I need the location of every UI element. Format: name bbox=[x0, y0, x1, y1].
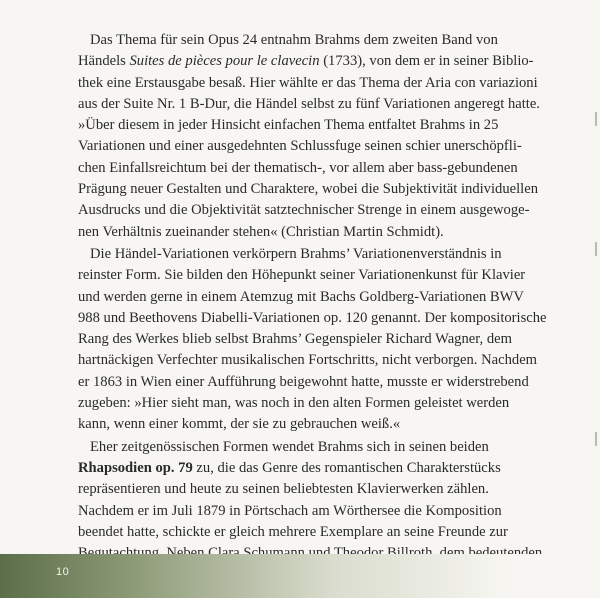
text-line bbox=[78, 287, 586, 308]
text-run: chen Einfallsreichtum bei der thematisch-, vor allem aber bass-gebundenen bbox=[78, 159, 518, 176]
text-run: zu, die das Genre des romantischen Charakterstücks bbox=[192, 459, 501, 476]
text-line bbox=[78, 265, 586, 286]
text-run: (1733), von dem er in seiner Biblio- bbox=[319, 53, 534, 70]
text-run: Händels bbox=[78, 53, 130, 70]
text-run: »Über diesem in jeder Hinsicht einfachen Thema entfaltet Brahms in 25 bbox=[78, 117, 499, 134]
text-line bbox=[78, 522, 586, 543]
text-run: repräsentieren und heute zu seinen beliebtesten Klavierwerken zählen. bbox=[78, 481, 489, 498]
text-run: er 1863 in Wien einer Aufführung beigewohnt hatte, musste er widerstrebend bbox=[78, 373, 529, 390]
text-line bbox=[78, 222, 586, 243]
text-run: Variationen und einer ausgedehnten Schlussfuge seinen schier unerschöpfli- bbox=[78, 138, 522, 155]
text-run: zugeben: »Hier sieht man, was noch in den alten Formen geleistet werden bbox=[78, 395, 510, 412]
page-number: 10 bbox=[56, 566, 70, 578]
page-footer bbox=[0, 554, 600, 598]
paragraph bbox=[78, 244, 586, 436]
text-line bbox=[78, 372, 586, 393]
text-run: beendet hatte, schickte er gleich mehrere Exemplare an seine Freunde zur bbox=[78, 523, 508, 540]
text-line bbox=[78, 350, 586, 371]
text-line bbox=[78, 437, 586, 458]
text-line bbox=[78, 115, 586, 136]
italic-title: Suites de pièces pour le clavecin bbox=[129, 53, 320, 70]
text-run: Prägung neuer Gestalten und Charaktere, wobei die Subjektivität individuellen bbox=[78, 181, 538, 198]
text-line bbox=[78, 501, 586, 522]
paragraph bbox=[78, 30, 586, 243]
text-line bbox=[78, 94, 586, 115]
body-text bbox=[78, 30, 586, 586]
margin-mark bbox=[595, 432, 597, 446]
text-run: nen Verhältnis zueinander stehen« (Christian Martin Schmidt). bbox=[78, 223, 444, 240]
margin-mark bbox=[595, 112, 597, 126]
text-run: Rang des Werkes blieb selbst Brahms’ Gegenspieler Richard Wagner, dem bbox=[78, 331, 512, 348]
text-line bbox=[78, 179, 586, 200]
text-run: Das Thema für sein Opus 24 entnahm Brahms dem zweiten Band von bbox=[90, 32, 498, 48]
text-line bbox=[78, 73, 586, 94]
text-run: thek eine Erstausgabe besaß. Hier wählte er das Thema der Aria con variazioni bbox=[78, 74, 538, 91]
text-run: hartnäckigen Verfechter musikalischen Fortschritts, nicht verborgen. Nachdem bbox=[78, 352, 538, 369]
text-run: Die Händel-Variationen verkörpern Brahms’ Variationenverständnis in bbox=[90, 245, 502, 262]
text-line bbox=[78, 479, 586, 500]
text-line bbox=[78, 136, 586, 157]
text-line bbox=[78, 244, 586, 265]
text-line bbox=[78, 393, 586, 414]
text-line bbox=[78, 329, 586, 350]
bold-work-title: Rhapsodien op. 79 bbox=[78, 459, 193, 476]
text-line bbox=[78, 51, 586, 72]
text-run: Nachdem er im Juli 1879 in Pörtschach am Wörthersee die Komposition bbox=[78, 502, 502, 519]
text-run: reinster Form. Sie bilden den Höhepunkt seiner Variationenkunst für Klavier bbox=[78, 267, 526, 284]
text-run: Eher zeitgenössischen Formen wendet Brahms sich in seinen beiden bbox=[90, 438, 489, 455]
text-line bbox=[78, 30, 586, 51]
text-run: Ausdrucks und die Objektivität satztechnischer Strenge in einem ausgewoge- bbox=[78, 202, 530, 219]
text-line bbox=[78, 458, 586, 479]
text-line bbox=[78, 308, 586, 329]
text-run: 988 und Beethovens Diabelli-Variationen op. 120 genannt. Der kompositorische bbox=[78, 309, 547, 326]
text-line bbox=[78, 158, 586, 179]
text-line bbox=[78, 414, 586, 435]
text-run: aus der Suite Nr. 1 B-Dur, die Händel selbst zu fünf Variationen angeregt hatte. bbox=[78, 95, 540, 112]
text-run: und werden gerne in einem Atemzug mit Bachs Goldberg-Variationen BWV bbox=[78, 288, 524, 305]
text-line bbox=[78, 200, 586, 221]
text-run: kann, wenn einer kommt, der sie zu gebrauchen weiß.« bbox=[78, 416, 401, 433]
margin-mark bbox=[595, 242, 597, 256]
footer-band bbox=[0, 554, 600, 598]
